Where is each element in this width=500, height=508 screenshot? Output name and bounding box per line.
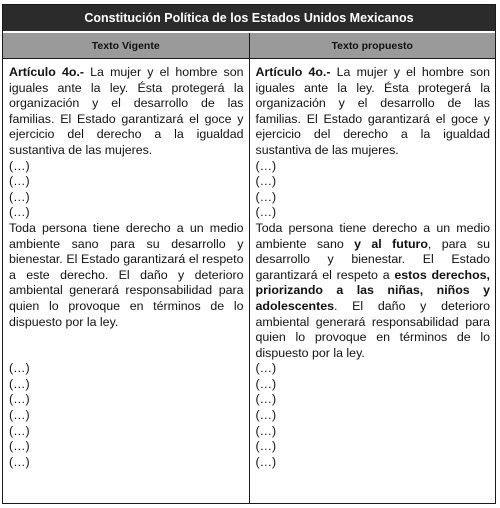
left-ellipsis-10: (…)	[9, 439, 30, 454]
comparison-table	[2, 4, 496, 504]
right-paragraph-1: La mujer y el hombre son iguales ante la ley. Ésta protegerá la organización y el desarrollo de las familias. El Estado garantizará el goce y ejercicio del derecho a la igualdad sustantiva de las mujeres.	[255, 65, 491, 157]
left-paragraph-1: La mujer y el hombre son iguales ante la ley. Ésta protegerá la organización y el desarrollo de las familias. El Estado garantizará el goce y ejercicio del derecho a la igualdad sustantiva de las mujeres.	[9, 65, 244, 157]
right-article-label: Artículo 4o.-	[255, 65, 331, 79]
right-ellipsis-11: (…)	[255, 454, 277, 469]
right-p2-part1: Toda persona tiene derecho a un medio ambiente sano	[255, 220, 490, 251]
right-ellipsis-8: (…)	[255, 408, 277, 423]
right-ellipsis-9: (…)	[255, 423, 277, 438]
column-texto-propuesto	[249, 59, 496, 503]
column-texto-vigente	[3, 59, 249, 503]
left-article-label: Artículo 4o.-	[9, 65, 84, 79]
left-ellipsis-9: (…)	[9, 423, 30, 438]
left-spacer	[9, 330, 244, 346]
right-ellipsis-1: (…)	[255, 158, 277, 173]
right-p2-bold2: estos derechos, priorizando a las niñas, niños y adolescentes	[255, 267, 490, 313]
left-ellipsis-3: (…)	[9, 189, 30, 204]
right-p2-bold1: y al futuro	[354, 236, 428, 251]
table-body-row	[3, 59, 495, 503]
right-ellipsis-10: (…)	[255, 439, 277, 454]
right-ellipsis-7: (…)	[255, 392, 277, 407]
right-paragraph-2	[256, 221, 491, 361]
left-ellipsis-6: (…)	[9, 376, 30, 391]
left-ellipsis-1: (…)	[9, 158, 30, 173]
header-texto-propuesto: Texto propuesto	[249, 33, 496, 58]
left-ellipsis-7: (…)	[9, 392, 30, 407]
left-ellipsis-8: (…)	[9, 408, 30, 423]
left-ellipsis-5: (…)	[9, 361, 30, 376]
right-ellipsis-6: (…)	[255, 376, 277, 391]
right-ellipsis-3: (…)	[255, 189, 277, 204]
left-spacer-2	[9, 346, 244, 362]
right-paragraph-article	[256, 65, 491, 159]
left-paragraph-article	[9, 65, 244, 159]
left-ellipsis-11: (…)	[9, 454, 30, 469]
right-ellipsis-2: (…)	[255, 174, 277, 189]
right-ellipsis-5: (…)	[255, 361, 277, 376]
right-ellipsis-4: (…)	[255, 205, 277, 220]
right-p2-part2: , para su desarrollo y bienestar. El Estado garantizará el respeto a	[255, 236, 491, 282]
left-ellipsis-4: (…)	[9, 205, 30, 220]
header-texto-vigente: Texto Vigente	[3, 33, 249, 58]
left-ellipsis-2: (…)	[9, 174, 30, 189]
left-paragraph-2: Toda persona tiene derecho a un medio ambiente sano para su desarrollo y bienestar. El Estado garantizará el respeto a este derecho. El daño y deterioro ambiental generará responsabilidad para quien lo provoque en términos de lo dispuesto por la ley.	[9, 220, 244, 329]
table-title: Constitución Política de los Estados Unidos Mexicanos	[3, 5, 495, 33]
column-header-row	[3, 33, 495, 59]
right-p2-part3: . El daño y deterioro ambiental generará responsabilidad para quien lo provoque en términos de lo dispuesto por la ley.	[255, 298, 490, 360]
